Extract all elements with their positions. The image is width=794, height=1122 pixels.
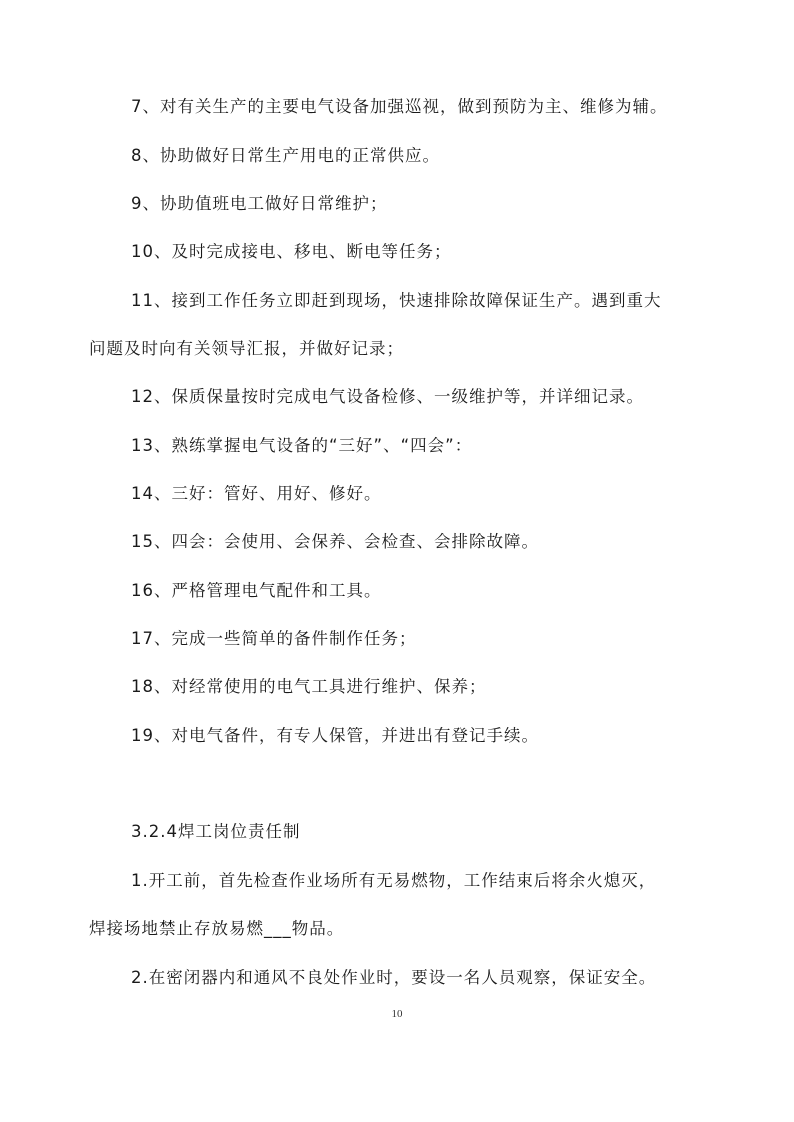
- item-17: 17、完成一些简单的备件制作任务；: [131, 629, 417, 648]
- item-11: 11、接到工作任务立即赶到现场，快速排除故障保证生产。遇到重大: [131, 291, 662, 310]
- item-8: 8、协助做好日常生产用电的正常供应。: [131, 146, 440, 165]
- welder-item-1: 1.开工前，首先检查作业场所有无易燃物，工作结束后将余火熄灭，: [131, 871, 657, 890]
- item-14: 14、三好：管好、用好、修好。: [131, 484, 382, 503]
- item-16: 16、严格管理电气配件和工具。: [131, 581, 382, 600]
- item-9: 9、协助值班电工做好日常维护；: [131, 194, 388, 213]
- section-heading: 3.2.4焊工岗位责任制: [131, 822, 301, 841]
- item-15: 15、四会：会使用、会保养、会检查、会排除故障。: [131, 532, 539, 551]
- item-12: 12、保质保量按时完成电气设备检修、一级维护等，并详细记录。: [131, 387, 644, 406]
- item-7: 7、对有关生产的主要电气设备加强巡视，做到预防为主、维修为辅。: [131, 97, 668, 116]
- item-19: 19、对电气备件，有专人保管，并进出有登记手续。: [131, 726, 539, 745]
- welder-item-2: 2.在密闭器内和通风不良处作业时，要设一名人员观察，保证安全。: [131, 968, 657, 987]
- item-18: 18、对经常使用的电气工具进行维护、保养；: [131, 677, 487, 696]
- welder-item-1-continued: 焊接场地禁止存放易燃___物品。: [89, 919, 345, 938]
- page-number: 10: [391, 1008, 403, 1020]
- item-11-continued: 问题及时向有关领导汇报，并做好记录；: [89, 339, 404, 358]
- item-10: 10、及时完成接电、移电、断电等任务；: [131, 242, 452, 261]
- item-13: 13、熟练掌握电气设备的“三好”、“四会”：: [131, 436, 473, 455]
